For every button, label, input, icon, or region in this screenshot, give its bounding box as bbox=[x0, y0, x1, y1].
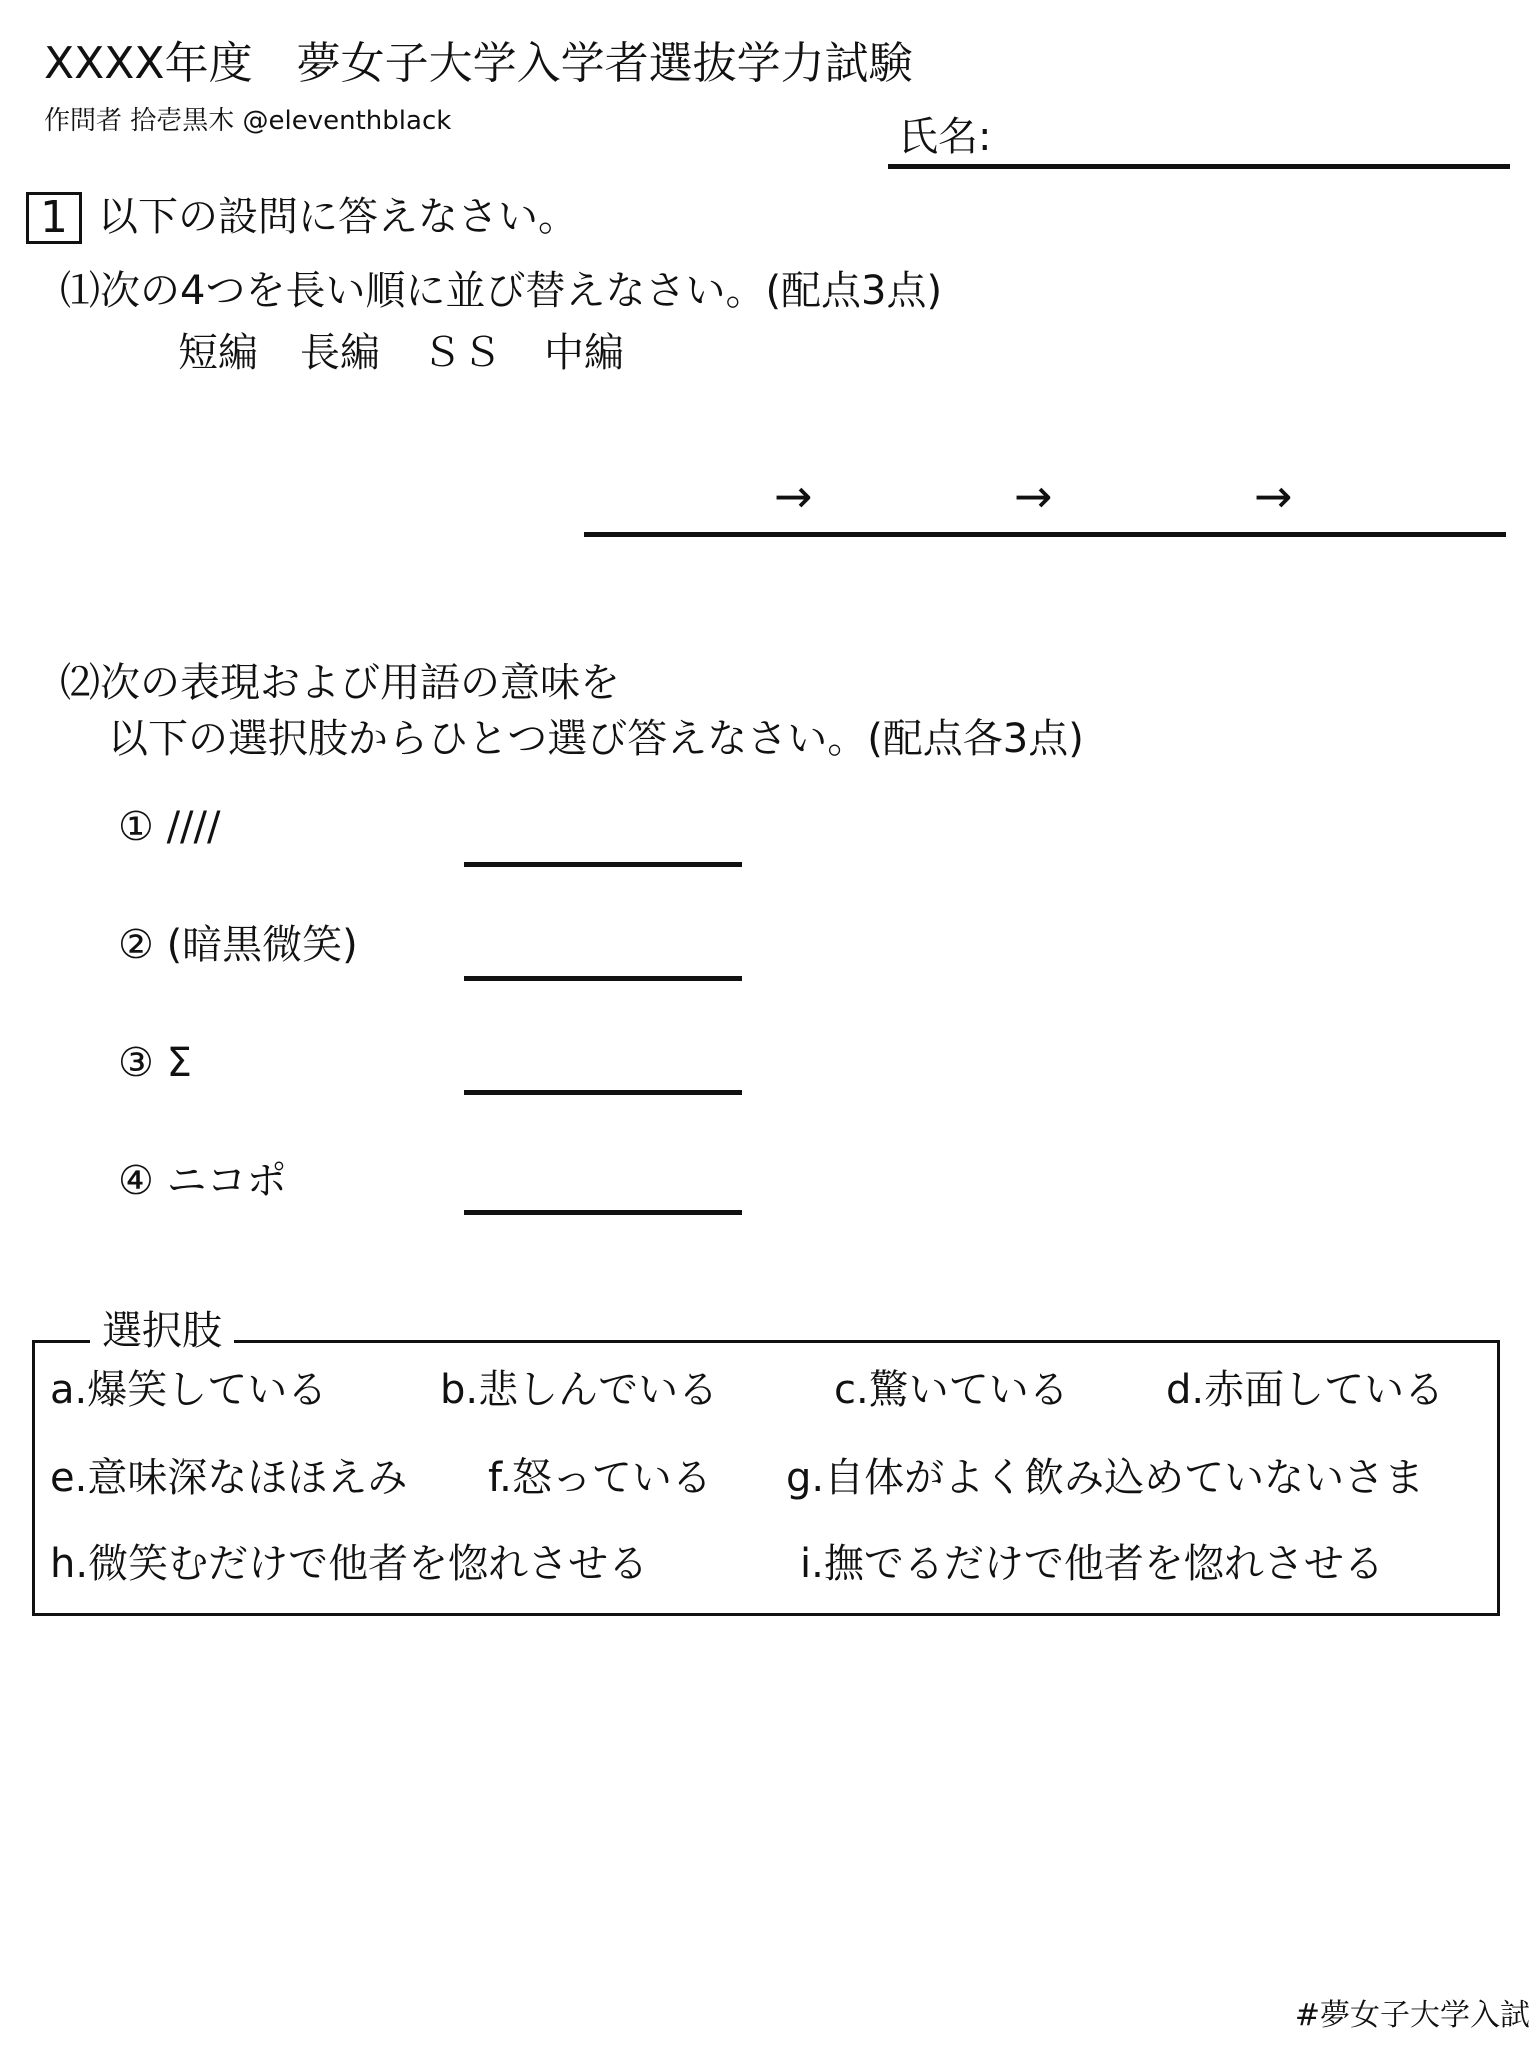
question-1-answer-line[interactable] bbox=[584, 532, 1506, 537]
term-2-answer-line[interactable] bbox=[464, 976, 742, 981]
author-credit: 作問者 拾壱黒木 @eleventhblack bbox=[44, 106, 452, 136]
choice-e: e.意味深なほほえみ bbox=[50, 1455, 408, 1501]
choice-i: i.撫でるだけで他者を惚れさせる bbox=[800, 1541, 1384, 1587]
choice-b: b.悲しんでいる bbox=[440, 1367, 719, 1413]
section-number: 1 bbox=[40, 192, 68, 243]
term-4-answer-line[interactable] bbox=[464, 1210, 742, 1215]
term-3-answer-line[interactable] bbox=[464, 1090, 742, 1095]
choice-f: f.怒っている bbox=[488, 1455, 712, 1501]
choice-a: a.爆笑している bbox=[50, 1367, 328, 1413]
list-item: ＳＳ bbox=[422, 330, 502, 376]
term-1: ① //// bbox=[118, 804, 221, 850]
question-2-prompt-line1: ⑵次の表現および用語の意味を bbox=[60, 660, 620, 706]
choice-g: g.自体がよく飲み込めていないさま bbox=[786, 1455, 1425, 1501]
term-4: ④ ニコポ bbox=[118, 1158, 287, 1204]
order-arrow: → bbox=[1254, 469, 1293, 523]
hashtag: #夢女子大学入試 bbox=[1294, 1998, 1530, 2033]
order-arrow: → bbox=[1014, 469, 1053, 523]
name-label: 氏名: bbox=[898, 114, 992, 160]
term-3: ③ Σ bbox=[118, 1040, 192, 1086]
exam-title: XXXX年度 夢女子大学入学者選抜学力試験 bbox=[44, 38, 913, 89]
choice-d: d.赤面している bbox=[1166, 1367, 1445, 1413]
question-1-prompt: ⑴次の4つを長い順に並び替えなさい。(配点3点) bbox=[60, 268, 943, 314]
section-instruction: 以下の設問に答えなさい。 bbox=[98, 194, 578, 240]
list-item: 中編 bbox=[544, 330, 624, 376]
list-item: 短編 bbox=[178, 330, 258, 376]
name-answer-line[interactable] bbox=[888, 164, 1510, 169]
order-arrow: → bbox=[774, 469, 813, 523]
choice-c: c.驚いている bbox=[834, 1367, 1069, 1413]
question-1-items bbox=[178, 326, 666, 380]
question-2-prompt-line2: 以下の選択肢からひとつ選び答えなさい。(配点各3点) bbox=[108, 716, 1084, 762]
list-item: 長編 bbox=[300, 330, 380, 376]
choices-label: 選択肢 bbox=[90, 1306, 234, 1356]
term-1-answer-line[interactable] bbox=[464, 862, 742, 867]
term-2: ② (暗黒微笑) bbox=[118, 922, 358, 968]
choice-h: h.微笑むだけで他者を惚れさせる bbox=[50, 1541, 649, 1587]
section-number-box bbox=[26, 192, 82, 244]
